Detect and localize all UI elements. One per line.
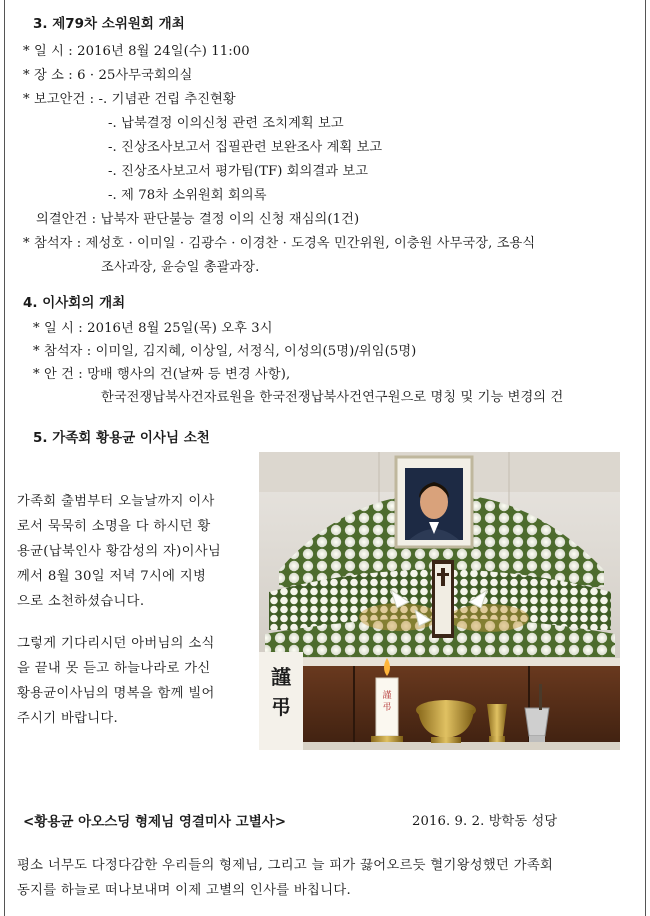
obituary-line-2: 로서 묵묵히 소명을 다 하시던 황 <box>17 519 211 534</box>
section3-attendees-cont: 조사과장, 윤승일 총괄과장. <box>101 260 260 275</box>
obituary-line-8: 황용균이사님의 명복을 함께 빌어 <box>17 686 215 701</box>
eulogy-title: <황용균 아오스딩 형제님 영결미사 고별사> <box>23 814 287 830</box>
section3-place: * 장 소 : 6 · 25사무국회의실 <box>23 68 193 83</box>
section5-heading: 5. 가족회 황용균 이사님 소천 <box>33 430 210 446</box>
section4-date: * 일 시 : 2016년 8월 25일(목) 오후 3시 <box>33 321 273 336</box>
obituary-line-3: 용균(납북인사 황감성의 자)이사님 <box>17 544 222 559</box>
section3-report-item-4: -. 진상조사보고서 평가팀(TF) 회의결과 보고 <box>108 164 369 179</box>
page-border-right <box>645 0 646 916</box>
obituary-line-1: 가족회 출범부터 오늘날까지 이사 <box>17 494 215 509</box>
section3-attendees: * 참석자 : 제성호 · 이미일 · 김광수 · 이경찬 · 도경옥 민간위원, 이충원 사무국장, 조용식 <box>23 236 536 251</box>
section3-report-item-1: * 보고안건 : -. 기념관 건립 추진현황 <box>23 92 236 107</box>
section4-agenda-cont: 한국전쟁납북사건자료원을 한국전쟁납북사건연구원으로 명칭 및 기능 변경의 건 <box>101 390 564 405</box>
eulogy-text-line-2: 동지를 하늘로 떠나보내며 이제 고별의 인사를 바칩니다. <box>17 883 352 898</box>
eulogy-text-line-1: 평소 너무도 다정다감한 우리들의 형제님, 그리고 늘 피가 끓어오르듯 혈기왕성했던 가족회 <box>17 858 554 873</box>
eulogy-date-place: 2016. 9. 2. 방학동 성당 <box>412 814 558 829</box>
section3-report-item-3: -. 진상조사보고서 집필관련 보완조사 계획 보고 <box>108 140 383 155</box>
section3-heading: 3. 제79차 소위원회 개최 <box>33 16 185 32</box>
page-border-left <box>4 0 5 916</box>
obituary-line-6: 그렇게 기다리시던 아버님의 소식 <box>17 636 215 651</box>
section3-resolution: 의결안건 : 납북자 판단불능 결정 이의 신청 재심의(1건) <box>36 212 360 227</box>
section4-attendees: * 참석자 : 이미일, 김지혜, 이상일, 서정식, 이성의(5명)/위임(5명) <box>33 344 417 359</box>
section3-report-item-5: -. 제 78차 소위원회 회의록 <box>108 188 267 203</box>
obituary-line-4: 께서 8월 30일 저녁 7시에 지병 <box>17 569 207 584</box>
banner-char-2: 弔 <box>271 695 291 719</box>
section3-date: * 일 시 : 2016년 8월 24일(수) 11:00 <box>23 44 250 59</box>
section4-heading: 4. 이사회의 개최 <box>23 295 126 311</box>
candle-char-1: 謹 <box>382 691 392 701</box>
obituary-line-5: 으로 소천하셨습니다. <box>17 594 145 609</box>
section3-report-item-2: -. 납북결정 이의신청 관련 조치계획 보고 <box>108 116 344 131</box>
section4-agenda: * 안 건 : 망배 행사의 건(날짜 등 변경 사항), <box>33 367 291 382</box>
obituary-line-7: 을 끝내 못 듣고 하늘나라로 가신 <box>17 661 211 676</box>
banner-char-1: 謹 <box>271 665 291 689</box>
obituary-line-9: 주시기 바랍니다. <box>17 711 119 726</box>
memorial-altar-photo <box>259 452 620 750</box>
candle-char-2: 弔 <box>382 703 392 713</box>
